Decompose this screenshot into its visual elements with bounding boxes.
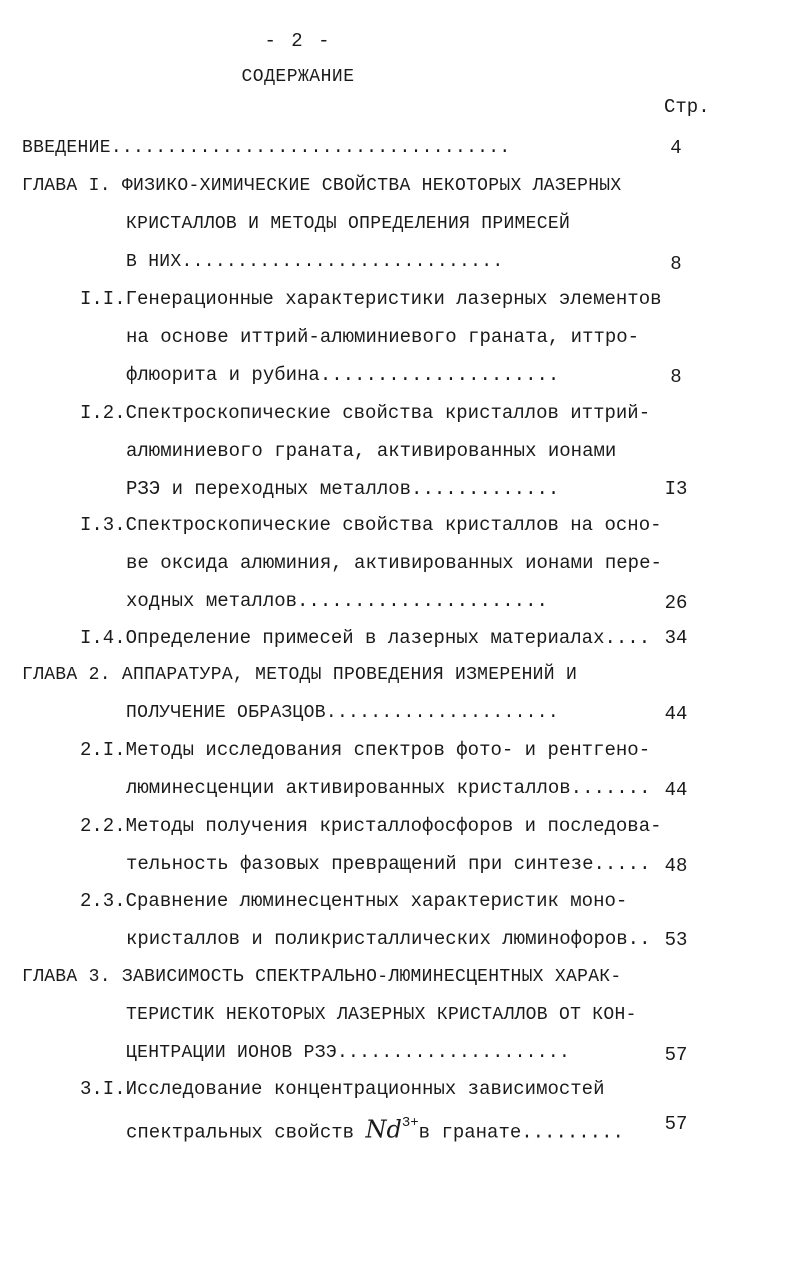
toc-entry-title: 3.I.Исследование концентрационных зависимостей (80, 1078, 605, 1100)
toc-entry-title-cont: РЗЭ и переходных металлов (126, 478, 412, 500)
nd-formula-superscript: 3+ (401, 1115, 419, 1131)
toc-entry-title-cont: на основе иттрий-алюминиевого граната, иттро- (126, 326, 640, 348)
toc-title: СОДЕРЖАНИЕ (241, 67, 355, 87)
page-column-label: Стр. (664, 96, 710, 118)
toc-entry-title-cont: в гранате......... (418, 1121, 624, 1144)
toc-leader-dots: ..................... (325, 703, 559, 723)
toc-page-number: 53 (664, 929, 688, 951)
toc-page-number: 26 (664, 592, 688, 614)
toc-page-number: 57 (664, 1113, 688, 1135)
toc-entry-title-cont: люминесценции активированных кристаллов....... (126, 777, 651, 799)
toc-leader-dots: ..................... (319, 364, 560, 386)
toc-leader-dots: ............................. (181, 252, 504, 272)
toc-entry-title: 2.I.Методы исследования спектров фото- и рентгено- (80, 739, 651, 761)
toc-entry-title: ГЛАВА I. ФИЗИКО-ХИМИЧЕСКИЕ СВОЙСТВА НЕКОТОРЫХ ЛАЗЕРНЫХ (22, 176, 622, 196)
toc-entry-title: I.I.Генерационные характеристики лазерных элементов (80, 288, 662, 310)
toc-page-number: 44 (664, 703, 688, 725)
toc-page-number: 8 (670, 253, 682, 275)
toc-entry-title-cont: кристаллов и поликристаллических люминофоров.. (126, 928, 651, 950)
toc-entry-title-cont: ходных металлов (126, 590, 298, 612)
toc-entry-title-cont: ПОЛУЧЕНИЕ ОБРАЗЦОВ (126, 703, 326, 723)
toc-entry-title-cont: алюминиевого граната, активированных ионами (126, 440, 617, 462)
toc-page-number: 4 (670, 137, 682, 159)
toc-entry-title-cont: ве оксида алюминия, активированных ионами пере- (126, 552, 662, 574)
toc-entry-title-cont: флюорита и рубина (126, 364, 320, 386)
toc-entry-title-cont: ЦЕНТРАЦИИ ИОНОВ РЗЭ (126, 1043, 337, 1063)
toc-leader-dots: ..................... (336, 1043, 571, 1063)
toc-entry-title: ГЛАВА 3. ЗАВИСИМОСТЬ СПЕКТРАЛЬНО-ЛЮМИНЕСЦЕНТНЫХ ХАРАК- (22, 967, 622, 987)
toc-entry-title-cont: спектральных свойств (126, 1121, 366, 1144)
toc-leader-dots: ............. (411, 478, 560, 500)
toc-leader-dots: ...................... (297, 590, 548, 612)
toc-page-number: 8 (670, 366, 682, 388)
toc-entry-title: I.3.Спектроскопические свойства кристаллов на осно- (80, 514, 662, 536)
toc-entry-title: 2.2.Методы получения кристаллофосфоров и последова- (80, 815, 662, 837)
toc-page-number: 34 (664, 627, 688, 649)
toc-entry-title-cont: ТЕРИСТИК НЕКОТОРЫХ ЛАЗЕРНЫХ КРИСТАЛЛОВ ОТ КОН- (126, 1005, 637, 1025)
toc-page-number: 44 (664, 779, 688, 801)
toc-entry-title: ГЛАВА 2. АППАРАТУРА, МЕТОДЫ ПРОВЕДЕНИЯ ИЗМЕРЕНИЙ И (22, 665, 578, 685)
toc-page-number: 57 (664, 1044, 688, 1066)
toc-page-number: 48 (664, 855, 688, 877)
toc-entry-title-cont: КРИСТАЛЛОВ И МЕТОДЫ ОПРЕДЕЛЕНИЯ ПРИМЕСЕЙ (126, 214, 571, 234)
nd-formula: Nd (365, 1115, 402, 1144)
toc-entry-title: ВВЕДЕНИЕ (22, 138, 111, 158)
toc-page-number: I3 (664, 478, 688, 500)
page-number: - 2 - (264, 30, 332, 52)
toc-entry-title: 2.3.Сравнение люминесцентных характеристик моно- (80, 890, 628, 912)
toc-entry-title-cont: тельность фазовых превращений при синтезе..... (126, 853, 651, 875)
toc-entry-title-cont: В НИХ (126, 252, 182, 272)
toc-leader-dots: .................................... (110, 138, 511, 158)
toc-entry-title: I.4.Определение примесей в лазерных материалах.... (80, 627, 651, 649)
toc-entry-title: I.2.Спектроскопические свойства кристаллов иттрий- (80, 402, 651, 424)
